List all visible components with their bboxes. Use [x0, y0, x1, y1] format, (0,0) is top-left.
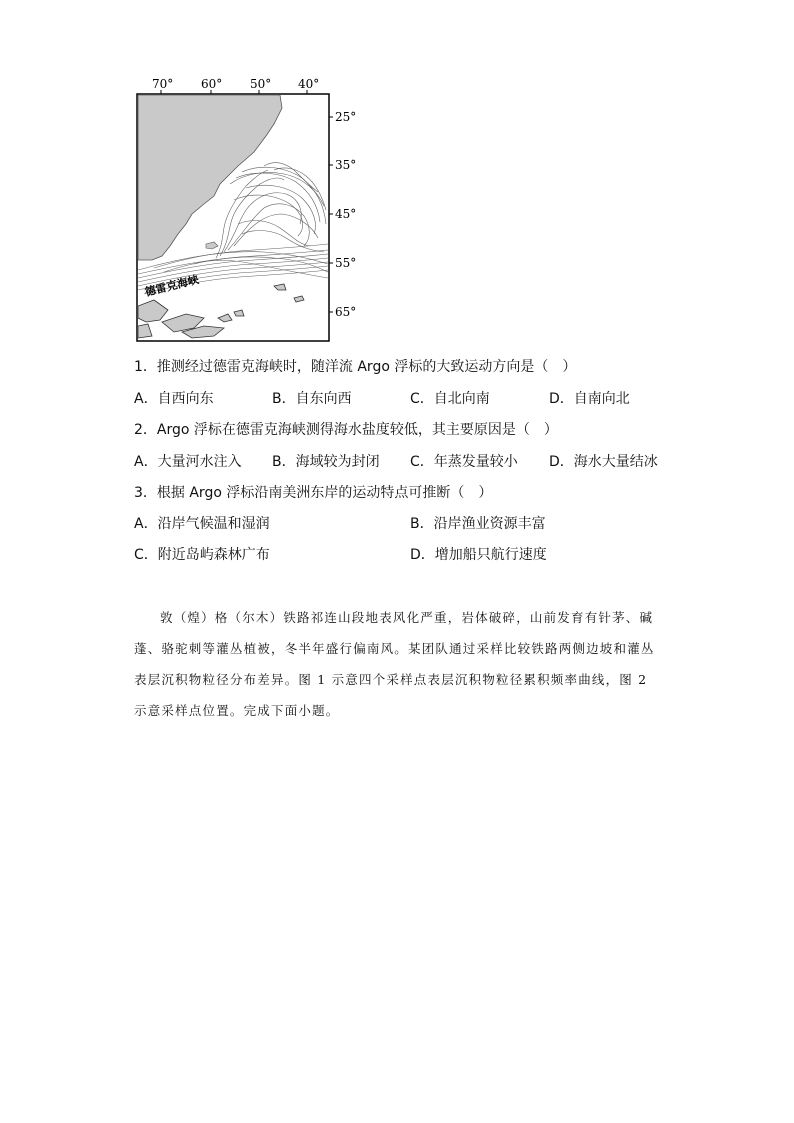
question-2-option-b[interactable]: B．海域较为封闭: [272, 454, 380, 470]
lon-label-60: 60°: [201, 77, 223, 91]
question-1-option-a[interactable]: A．自西向东: [134, 391, 214, 407]
question-1-option-c[interactable]: C．自北向南: [410, 391, 490, 407]
lat-label-25: 25°: [335, 110, 357, 124]
lon-label-50: 50°: [250, 77, 272, 91]
lat-label-45: 45°: [335, 207, 357, 221]
question-2-option-d[interactable]: D．海水大量结冰: [549, 454, 658, 470]
question-2-option-c[interactable]: C．年蒸发量较小: [410, 454, 518, 470]
question-3-stem: 3．根据 Argo 浮标沿南美洲东岸的运动特点可推断（ ）: [134, 485, 493, 501]
lat-label-35: 35°: [335, 158, 357, 172]
question-3-option-c[interactable]: C．附近岛屿森林广布: [134, 547, 270, 563]
question-3-option-d[interactable]: D．增加船只航行速度: [410, 547, 547, 563]
question-3-option-a[interactable]: A．沿岸气候温和湿润: [134, 516, 270, 532]
question-2-stem: 2．Argo 浮标在德雷克海峡测得海水盐度较低，其主要原因是（ ）: [134, 422, 558, 438]
drake-passage-label: 德雷克海峡: [143, 272, 201, 299]
question-1-option-b[interactable]: B．自东向西: [272, 391, 352, 407]
lon-label-70: 70°: [152, 77, 174, 91]
question-1-stem: 1．推测经过德雷克海峡时，随洋流 Argo 浮标的大致运动方向是（ ）: [134, 359, 577, 375]
question-3-option-b[interactable]: B．沿岸渔业资源丰富: [410, 516, 546, 532]
reading-passage: [134, 602, 664, 726]
passage-text: 敦（煌）格（尔木）铁路祁连山段地表风化严重，岩体破碎，山前发育有针茅、碱蓬、骆驼刺等灌丛植被，冬半年盛行偏南风。某团队通过采样比较铁路两侧边坡和灌丛表层沉积物粒径分布差异。图 1 示意四个采样点表层沉积物粒径累积频率曲线，图 2 示意采样点位置。完成下面小题。: [134, 610, 655, 718]
lat-label-55: 55°: [335, 256, 357, 270]
lat-label-65: 65°: [335, 305, 357, 319]
lon-label-40: 40°: [298, 77, 320, 91]
question-2-option-a[interactable]: A．大量河水注入: [134, 454, 242, 470]
question-1-option-d[interactable]: D．自南向北: [549, 391, 630, 407]
ocean-current-map: [134, 74, 357, 346]
